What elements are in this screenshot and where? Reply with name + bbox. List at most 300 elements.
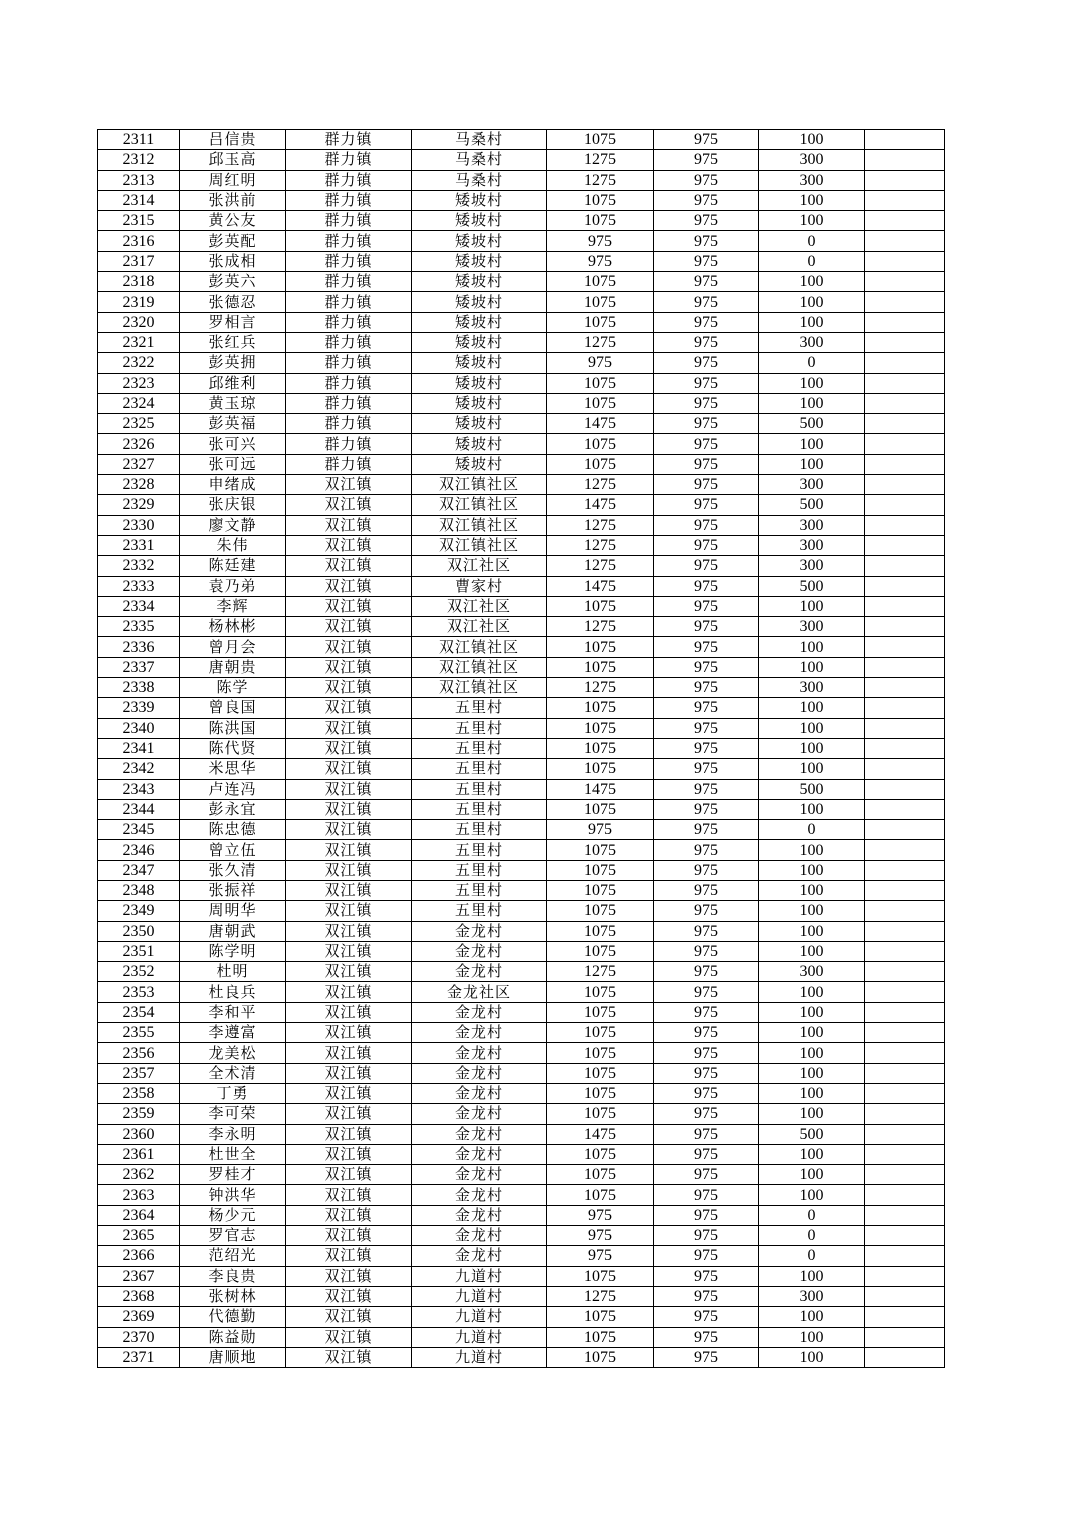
- table-row: [98, 617, 945, 637]
- cell-town: 双江镇: [286, 1226, 412, 1246]
- cell-amount-base: 975: [654, 1002, 759, 1022]
- cell-amount-difference: 500: [759, 1124, 865, 1144]
- cell-amount-total: 1475: [547, 779, 654, 799]
- cell-town: 双江镇: [286, 840, 412, 860]
- cell-amount-difference: 300: [759, 556, 865, 576]
- cell-remark: [865, 799, 945, 819]
- cell-amount-base: 975: [654, 982, 759, 1002]
- cell-name: 李可荣: [180, 1104, 286, 1124]
- cell-amount-base: 975: [654, 1327, 759, 1347]
- cell-amount-total: 1275: [547, 678, 654, 698]
- cell-row-number: 2317: [98, 251, 180, 271]
- cell-amount-base: 975: [654, 1286, 759, 1306]
- cell-village: 五里村: [412, 820, 547, 840]
- cell-town: 双江镇: [286, 1144, 412, 1164]
- table-row: [98, 150, 945, 170]
- cell-amount-difference: 100: [759, 1144, 865, 1164]
- cell-village: 金龙村: [412, 1002, 547, 1022]
- cell-amount-difference: 100: [759, 698, 865, 718]
- cell-village: 九道村: [412, 1307, 547, 1327]
- cell-amount-difference: 300: [759, 535, 865, 555]
- cell-name: 陈洪国: [180, 718, 286, 738]
- cell-amount-base: 975: [654, 698, 759, 718]
- cell-row-number: 2328: [98, 475, 180, 495]
- cell-name: 龙美松: [180, 1043, 286, 1063]
- cell-row-number: 2370: [98, 1327, 180, 1347]
- cell-village: 双江社区: [412, 556, 547, 576]
- table-row: [98, 535, 945, 555]
- cell-amount-total: 1075: [547, 596, 654, 616]
- cell-amount-difference: 100: [759, 393, 865, 413]
- cell-name: 彭英配: [180, 231, 286, 251]
- cell-village: 五里村: [412, 759, 547, 779]
- cell-name: 杜明: [180, 962, 286, 982]
- cell-town: 群力镇: [286, 272, 412, 292]
- cell-village: 金龙村: [412, 921, 547, 941]
- cell-amount-base: 975: [654, 373, 759, 393]
- cell-town: 双江镇: [286, 1043, 412, 1063]
- cell-amount-difference: 100: [759, 759, 865, 779]
- table-row: [98, 1124, 945, 1144]
- cell-row-number: 2325: [98, 414, 180, 434]
- cell-remark: [865, 1002, 945, 1022]
- cell-remark: [865, 556, 945, 576]
- cell-name: 邱玉高: [180, 150, 286, 170]
- cell-name: 朱伟: [180, 535, 286, 555]
- cell-village: 双江社区: [412, 617, 547, 637]
- cell-amount-total: 1075: [547, 1347, 654, 1367]
- table-row: [98, 515, 945, 535]
- cell-amount-total: 1075: [547, 901, 654, 921]
- cell-amount-base: 975: [654, 820, 759, 840]
- cell-village: 矮坡村: [412, 414, 547, 434]
- table-row: [98, 860, 945, 880]
- cell-town: 双江镇: [286, 698, 412, 718]
- cell-name: 曾良国: [180, 698, 286, 718]
- cell-amount-total: 975: [547, 251, 654, 271]
- cell-village: 金龙村: [412, 1063, 547, 1083]
- cell-town: 群力镇: [286, 373, 412, 393]
- cell-village: 金龙社区: [412, 982, 547, 1002]
- cell-village: 双江镇社区: [412, 678, 547, 698]
- cell-row-number: 2337: [98, 657, 180, 677]
- cell-name: 张德忍: [180, 292, 286, 312]
- table-row: [98, 353, 945, 373]
- cell-name: 陈学: [180, 678, 286, 698]
- cell-remark: [865, 657, 945, 677]
- cell-row-number: 2321: [98, 332, 180, 352]
- cell-village: 矮坡村: [412, 312, 547, 332]
- cell-amount-total: 1075: [547, 1185, 654, 1205]
- cell-village: 矮坡村: [412, 454, 547, 474]
- cell-amount-total: 1075: [547, 738, 654, 758]
- cell-row-number: 2314: [98, 190, 180, 210]
- table-row: [98, 495, 945, 515]
- cell-remark: [865, 292, 945, 312]
- cell-village: 马桑村: [412, 150, 547, 170]
- cell-amount-base: 975: [654, 515, 759, 535]
- cell-remark: [865, 454, 945, 474]
- cell-amount-total: 975: [547, 820, 654, 840]
- cell-village: 双江镇社区: [412, 657, 547, 677]
- cell-amount-total: 1075: [547, 840, 654, 860]
- cell-village: 矮坡村: [412, 190, 547, 210]
- cell-town: 双江镇: [286, 799, 412, 819]
- cell-row-number: 2332: [98, 556, 180, 576]
- table-row: [98, 211, 945, 231]
- cell-name: 范绍光: [180, 1246, 286, 1266]
- cell-amount-base: 975: [654, 738, 759, 758]
- cell-name: 杨少元: [180, 1205, 286, 1225]
- cell-amount-difference: 100: [759, 880, 865, 900]
- cell-amount-base: 975: [654, 799, 759, 819]
- cell-amount-difference: 0: [759, 251, 865, 271]
- cell-row-number: 2318: [98, 272, 180, 292]
- cell-amount-total: 1075: [547, 759, 654, 779]
- cell-village: 双江镇社区: [412, 495, 547, 515]
- cell-amount-base: 975: [654, 1144, 759, 1164]
- table-row: [98, 880, 945, 900]
- cell-remark: [865, 190, 945, 210]
- cell-name: 全术清: [180, 1063, 286, 1083]
- cell-remark: [865, 901, 945, 921]
- cell-remark: [865, 738, 945, 758]
- cell-amount-difference: 100: [759, 1043, 865, 1063]
- table-row: [98, 251, 945, 271]
- cell-village: 曹家村: [412, 576, 547, 596]
- cell-amount-total: 1075: [547, 292, 654, 312]
- cell-amount-total: 1075: [547, 1043, 654, 1063]
- cell-remark: [865, 779, 945, 799]
- cell-town: 双江镇: [286, 495, 412, 515]
- cell-village: 矮坡村: [412, 231, 547, 251]
- cell-name: 张振祥: [180, 880, 286, 900]
- cell-amount-total: 1075: [547, 434, 654, 454]
- cell-amount-total: 1075: [547, 637, 654, 657]
- cell-village: 矮坡村: [412, 211, 547, 231]
- cell-amount-difference: 500: [759, 779, 865, 799]
- cell-town: 群力镇: [286, 312, 412, 332]
- cell-row-number: 2331: [98, 535, 180, 555]
- table-row: [98, 637, 945, 657]
- cell-amount-difference: 100: [759, 1185, 865, 1205]
- cell-remark: [865, 272, 945, 292]
- cell-village: 五里村: [412, 698, 547, 718]
- table-row: [98, 759, 945, 779]
- cell-village: 双江镇社区: [412, 637, 547, 657]
- cell-row-number: 2367: [98, 1266, 180, 1286]
- cell-amount-total: 1075: [547, 1266, 654, 1286]
- cell-village: 九道村: [412, 1347, 547, 1367]
- cell-amount-total: 1075: [547, 657, 654, 677]
- cell-remark: [865, 759, 945, 779]
- cell-amount-difference: 100: [759, 1063, 865, 1083]
- cell-remark: [865, 617, 945, 637]
- cell-row-number: 2349: [98, 901, 180, 921]
- cell-name: 李永明: [180, 1124, 286, 1144]
- table-row: [98, 1144, 945, 1164]
- cell-row-number: 2333: [98, 576, 180, 596]
- cell-amount-base: 975: [654, 170, 759, 190]
- table-row: [98, 1347, 945, 1367]
- cell-row-number: 2316: [98, 231, 180, 251]
- cell-town: 群力镇: [286, 231, 412, 251]
- table-row: [98, 332, 945, 352]
- cell-row-number: 2354: [98, 1002, 180, 1022]
- cell-row-number: 2359: [98, 1104, 180, 1124]
- table-row: [98, 475, 945, 495]
- table-row: [98, 901, 945, 921]
- cell-remark: [865, 515, 945, 535]
- cell-town: 双江镇: [286, 1063, 412, 1083]
- cell-name: 唐顺地: [180, 1347, 286, 1367]
- cell-remark: [865, 393, 945, 413]
- cell-amount-base: 975: [654, 718, 759, 738]
- cell-amount-base: 975: [654, 231, 759, 251]
- cell-remark: [865, 353, 945, 373]
- cell-row-number: 2326: [98, 434, 180, 454]
- cell-remark: [865, 921, 945, 941]
- table-row: [98, 393, 945, 413]
- table-row: [98, 657, 945, 677]
- cell-town: 双江镇: [286, 515, 412, 535]
- cell-row-number: 2361: [98, 1144, 180, 1164]
- cell-amount-difference: 0: [759, 1246, 865, 1266]
- cell-name: 曾月会: [180, 637, 286, 657]
- cell-amount-total: 1475: [547, 576, 654, 596]
- cell-amount-base: 975: [654, 495, 759, 515]
- cell-amount-base: 975: [654, 1246, 759, 1266]
- cell-amount-difference: 100: [759, 1002, 865, 1022]
- cell-town: 双江镇: [286, 880, 412, 900]
- cell-amount-base: 975: [654, 1023, 759, 1043]
- cell-amount-base: 975: [654, 190, 759, 210]
- cell-amount-total: 1475: [547, 414, 654, 434]
- cell-town: 双江镇: [286, 1307, 412, 1327]
- cell-name: 张庆银: [180, 495, 286, 515]
- cell-row-number: 2356: [98, 1043, 180, 1063]
- table-row: [98, 596, 945, 616]
- cell-row-number: 2347: [98, 860, 180, 880]
- cell-amount-difference: 100: [759, 799, 865, 819]
- cell-amount-total: 1075: [547, 982, 654, 1002]
- table-row: [98, 1023, 945, 1043]
- cell-amount-difference: 0: [759, 820, 865, 840]
- cell-row-number: 2369: [98, 1307, 180, 1327]
- cell-amount-difference: 100: [759, 1307, 865, 1327]
- cell-amount-base: 975: [654, 617, 759, 637]
- cell-name: 丁勇: [180, 1083, 286, 1103]
- table-row: [98, 190, 945, 210]
- cell-amount-difference: 300: [759, 617, 865, 637]
- cell-name: 李遵富: [180, 1023, 286, 1043]
- cell-town: 双江镇: [286, 921, 412, 941]
- table-row: [98, 312, 945, 332]
- cell-village: 矮坡村: [412, 332, 547, 352]
- cell-amount-difference: 100: [759, 1023, 865, 1043]
- cell-row-number: 2329: [98, 495, 180, 515]
- cell-town: 双江镇: [286, 1347, 412, 1367]
- cell-name: 杜良兵: [180, 982, 286, 1002]
- cell-amount-base: 975: [654, 1043, 759, 1063]
- cell-amount-base: 975: [654, 637, 759, 657]
- table-row: [98, 130, 945, 150]
- cell-amount-base: 975: [654, 880, 759, 900]
- cell-amount-base: 975: [654, 921, 759, 941]
- cell-row-number: 2352: [98, 962, 180, 982]
- cell-remark: [865, 231, 945, 251]
- cell-amount-difference: 100: [759, 454, 865, 474]
- cell-row-number: 2351: [98, 941, 180, 961]
- cell-amount-total: 975: [547, 231, 654, 251]
- cell-amount-total: 1075: [547, 373, 654, 393]
- cell-amount-total: 1075: [547, 1083, 654, 1103]
- cell-name: 黄公友: [180, 211, 286, 231]
- cell-village: 双江镇社区: [412, 535, 547, 555]
- cell-town: 群力镇: [286, 393, 412, 413]
- cell-village: 金龙村: [412, 1104, 547, 1124]
- cell-amount-total: 1075: [547, 393, 654, 413]
- cell-amount-total: 975: [547, 1246, 654, 1266]
- cell-row-number: 2341: [98, 738, 180, 758]
- cell-amount-difference: 100: [759, 921, 865, 941]
- table-row: [98, 718, 945, 738]
- cell-amount-base: 975: [654, 1083, 759, 1103]
- cell-name: 卢连冯: [180, 779, 286, 799]
- cell-row-number: 2335: [98, 617, 180, 637]
- cell-amount-difference: 100: [759, 190, 865, 210]
- cell-village: 金龙村: [412, 1083, 547, 1103]
- cell-name: 陈忠德: [180, 820, 286, 840]
- cell-amount-difference: 100: [759, 840, 865, 860]
- cell-remark: [865, 718, 945, 738]
- cell-amount-difference: 100: [759, 1266, 865, 1286]
- cell-amount-total: 1075: [547, 799, 654, 819]
- cell-remark: [865, 1246, 945, 1266]
- cell-town: 双江镇: [286, 678, 412, 698]
- cell-row-number: 2339: [98, 698, 180, 718]
- cell-village: 五里村: [412, 880, 547, 900]
- cell-row-number: 2320: [98, 312, 180, 332]
- cell-amount-base: 975: [654, 150, 759, 170]
- cell-village: 矮坡村: [412, 373, 547, 393]
- cell-row-number: 2344: [98, 799, 180, 819]
- cell-town: 群力镇: [286, 434, 412, 454]
- cell-amount-difference: 100: [759, 1083, 865, 1103]
- cell-name: 钟洪华: [180, 1185, 286, 1205]
- cell-town: 双江镇: [286, 617, 412, 637]
- cell-amount-total: 1275: [547, 515, 654, 535]
- cell-town: 双江镇: [286, 596, 412, 616]
- cell-name: 黄玉琼: [180, 393, 286, 413]
- cell-village: 矮坡村: [412, 353, 547, 373]
- cell-row-number: 2313: [98, 170, 180, 190]
- cell-town: 群力镇: [286, 150, 412, 170]
- cell-amount-difference: 0: [759, 1226, 865, 1246]
- cell-remark: [865, 860, 945, 880]
- cell-row-number: 2311: [98, 130, 180, 150]
- cell-village: 五里村: [412, 738, 547, 758]
- cell-village: 金龙村: [412, 1226, 547, 1246]
- cell-village: 金龙村: [412, 1165, 547, 1185]
- cell-amount-difference: 500: [759, 414, 865, 434]
- cell-name: 张久清: [180, 860, 286, 880]
- cell-row-number: 2340: [98, 718, 180, 738]
- cell-village: 五里村: [412, 799, 547, 819]
- cell-amount-base: 975: [654, 1266, 759, 1286]
- cell-remark: [865, 150, 945, 170]
- cell-name: 张红兵: [180, 332, 286, 352]
- table-row: [98, 231, 945, 251]
- cell-remark: [865, 596, 945, 616]
- cell-row-number: 2330: [98, 515, 180, 535]
- cell-row-number: 2334: [98, 596, 180, 616]
- cell-amount-difference: 100: [759, 657, 865, 677]
- cell-name: 陈代贤: [180, 738, 286, 758]
- cell-amount-base: 975: [654, 1307, 759, 1327]
- cell-row-number: 2323: [98, 373, 180, 393]
- cell-row-number: 2366: [98, 1246, 180, 1266]
- cell-amount-base: 975: [654, 211, 759, 231]
- cell-amount-total: 1275: [547, 962, 654, 982]
- table-body: [98, 130, 945, 1368]
- cell-village: 金龙村: [412, 1144, 547, 1164]
- cell-town: 双江镇: [286, 475, 412, 495]
- cell-town: 双江镇: [286, 556, 412, 576]
- cell-name: 陈益勋: [180, 1327, 286, 1347]
- table-row: [98, 982, 945, 1002]
- cell-amount-difference: 0: [759, 1205, 865, 1225]
- cell-amount-difference: 100: [759, 901, 865, 921]
- cell-amount-base: 975: [654, 901, 759, 921]
- cell-town: 双江镇: [286, 982, 412, 1002]
- cell-remark: [865, 1023, 945, 1043]
- cell-name: 米思华: [180, 759, 286, 779]
- cell-row-number: 2365: [98, 1226, 180, 1246]
- cell-town: 双江镇: [286, 1185, 412, 1205]
- cell-name: 李辉: [180, 596, 286, 616]
- cell-town: 双江镇: [286, 860, 412, 880]
- cell-remark: [865, 495, 945, 515]
- cell-amount-difference: 500: [759, 576, 865, 596]
- cell-village: 五里村: [412, 860, 547, 880]
- cell-amount-total: 1075: [547, 1104, 654, 1124]
- table-row: [98, 738, 945, 758]
- table-row: [98, 779, 945, 799]
- cell-village: 金龙村: [412, 941, 547, 961]
- cell-amount-base: 975: [654, 556, 759, 576]
- cell-town: 双江镇: [286, 820, 412, 840]
- table-row: [98, 820, 945, 840]
- cell-town: 双江镇: [286, 1083, 412, 1103]
- cell-amount-total: 1075: [547, 1307, 654, 1327]
- cell-amount-base: 975: [654, 840, 759, 860]
- cell-amount-base: 975: [654, 130, 759, 150]
- table-row: [98, 678, 945, 698]
- cell-amount-difference: 100: [759, 1327, 865, 1347]
- table-row: [98, 1286, 945, 1306]
- cell-amount-total: 1275: [547, 617, 654, 637]
- cell-town: 群力镇: [286, 251, 412, 271]
- cell-amount-difference: 0: [759, 231, 865, 251]
- cell-amount-total: 1275: [547, 1286, 654, 1306]
- cell-town: 双江镇: [286, 901, 412, 921]
- cell-row-number: 2319: [98, 292, 180, 312]
- cell-town: 双江镇: [286, 738, 412, 758]
- cell-village: 马桑村: [412, 170, 547, 190]
- cell-amount-total: 1275: [547, 535, 654, 555]
- cell-amount-total: 1075: [547, 921, 654, 941]
